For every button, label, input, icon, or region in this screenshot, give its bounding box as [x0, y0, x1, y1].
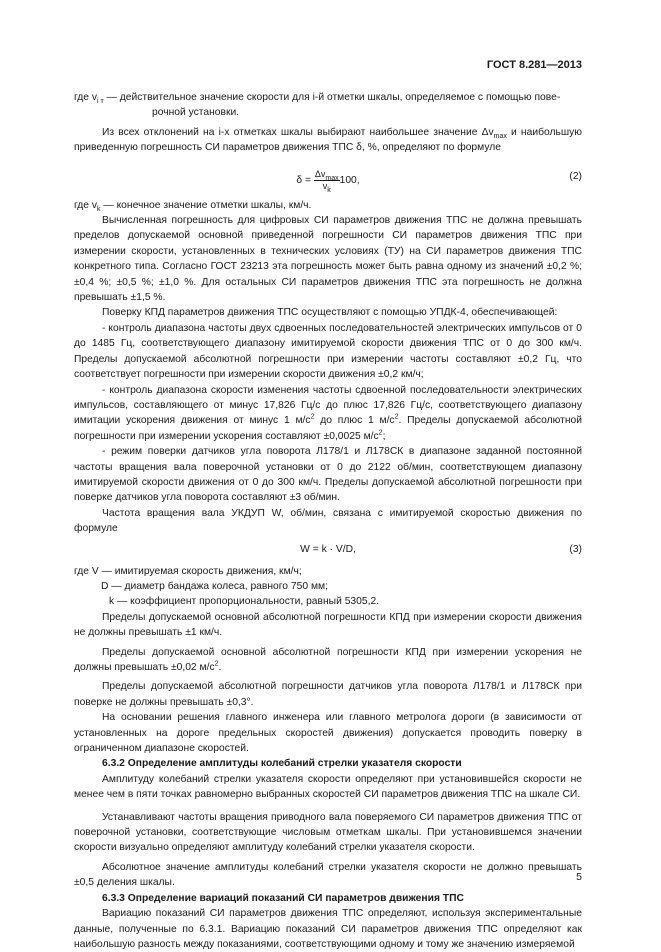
paragraph-angle-sensor-limit: Пределы допускаемой абсолютной погрешности датчиков угла поворота Л178/1 и Л178СК при поверке не должны превышать ±0,3°. [74, 681, 582, 708]
paragraph-v-definition: где V — имитируемая скорость движения, км/ч; [74, 565, 302, 577]
paragraph-amplitude-limit: Абсолютное значение амплитуды колебаний стрелки указателя скорости не должно превышать ±0,5 деления шкалы. [74, 861, 582, 889]
paragraph-digital-error: Вычисленная погрешность для цифровых СИ параметров движения ТПС не должна превышать пределов допускаемой основной приведенной погрешности СИ параметров движения ТПС при измерении скорости, установленных в технических условиях (ТУ) на СИ параметров движения ТПС конкретного типа. Согласно ГОСТ 23213 эта погрешность может быть равна одному из значений ±0,2 %; ±0,4 %; ±0,5 %; ±1,0 %. Для остальных СИ параметров движения ТПС эта погрешность не должна превышать ±1,5 %. [74, 215, 582, 304]
paragraph-amplitude-method: Амплитуду колебаний стрелки указателя скорости определяют при установившейся скорости не менее чем в пяти точках равномерно выбранных скоростей СИ параметров движения ТПС на шкале СИ. [74, 773, 582, 801]
list-item-acceleration-control: - контроль диапазона скорости изменения частоты сдвоенной последовательности электрических импульсов, составляющего от минус 17,826 Гц/с до плюс 17,826 Гц/с, соответствующего диапазону имитации ускорения движения от минус 1 $м/с^2$ до плюс 1 $м/с^2$. Пределы допускаемой абсолютной погрешности при измерении ускорения составляют ±0,0025 $м/с^2$; [74, 384, 583, 442]
page-number: 5 [576, 871, 582, 883]
formula-3-number: (3) [569, 543, 582, 555]
paragraph-limited-range: На основании решения главного инженера или главного метролога дороги (в зависимости от установленных на дороге предельных скоростей движения) допускается проводить поверку в ограниченном диапазоне скоростей. [74, 712, 582, 755]
paragraph-max-deviation: Из всех отклонений на i-х отметках шкалы выбирают наибольшее значение $\Delta v_{max}$ и наибольшую приведенную погрешность СИ параметров движения ТПС δ, %, определяют по формуле [74, 126, 583, 154]
paragraph-acceleration-error-limit: Пределы допускаемой основной абсолютной погрешности КПД при измерении ускорения не должны превышать ±0,02 $м/с^2$. [74, 646, 582, 673]
formula-2-fraction: $\frac{\Delta v_{max}}{v_k}$ [314, 168, 339, 194]
formula-2-number: (2) [569, 170, 582, 182]
section-heading-6-3-3: 6.3.3 Определение вариаций показаний СИ параметров движения ТПС [102, 892, 464, 904]
paragraph-vi-definition: где $v_{i т}$ — действительное значение скорости для i-й отметки шкалы, определяемое с помощью пове- [74, 92, 561, 106]
formula-2 [74, 161, 582, 195]
formula-2-expression: δ = $\frac{\Delta v_{max}}{v_k}$ 100, [296, 168, 360, 194]
paragraph-k-definition: k — коэффициент пропорциональности, равный 5305,2. [109, 596, 380, 608]
formula-3-expression: W = k · V/D, [300, 543, 356, 555]
paragraph-d-definition: D — диаметр бандажа колеса, равного 750 мм; [101, 580, 328, 592]
page-body [74, 90, 582, 952]
list-item-sensor-verification: - режим поверки датчиков угла поворота Л178/1 и Л178СК в диапазоне заданной постоянной частоты вращения вала поверочной установки от 0 до 2122 об/мин, соответствующем диапазону имитируемой скорости движения от 0 до 300 км/ч. Пределы допускаемой абсолютной погрешности при поверке датчиков угла поворота составляют ±3 об/мин. [74, 446, 582, 504]
paragraph-vi-definition-cont: рочной установки. [152, 107, 240, 119]
formula-3 [74, 540, 582, 561]
standard-header: ГОСТ 8.281—2013 [486, 59, 582, 71]
paragraph-variation-method: Вариацию показаний СИ параметров движения ТПС определяют, используя экспериментальные данные, полученные по 6.3.1. Вариацию показаний СИ параметров движения ТПС определяют как наибольшую разность между показаниями, соответствующими одному и тому же значению измеряемой [74, 908, 582, 950]
paragraph-shaft-frequency: Частота вращения вала УКДУП W, об/мин, связана с имитируемой скоростью движения по формуле [74, 507, 582, 535]
list-item-frequency-control: - контроль диапазона частоты двух сдвоенных последовательностей электрических импульсов от 0 до 1485 Гц, соответствующего диапазону имитируемой скорости движения ТПС от 0 до 300 км/ч. Пределы допускаемой абсолютной погрешности при измерении частоты составляют ±0,2 Гц, что соответствует погрешности при измерении скорости движения ±0,2 км/ч; [74, 322, 582, 381]
paragraph-amplitude-procedure: Устанавливают частоты вращения приводного вала поверяемого СИ параметров движения ТПС от поверочной установки, соответствующие числовым отметкам шкалы. При установившемся значении скорости визуально определяют амплитуду колебаний стрелки указателя скорости. [74, 811, 582, 854]
section-heading-6-3-2: 6.3.2 Определение амплитуды колебаний стрелки указателя скорости [102, 758, 462, 770]
paragraph-vk-definition: где $v_k$ — конечное значение отметки шкалы, км/ч. [74, 199, 312, 213]
paragraph-speed-error-limit: Пределы допускаемой основной абсолютной погрешности КПД при измерении скорости движения не должны превышать ±1 км/ч. [74, 611, 582, 639]
paragraph-kpd-verification: Поверку КПД параметров движения ТПС осуществляют с помощью УПДК-4, обеспечивающей: [102, 307, 558, 319]
